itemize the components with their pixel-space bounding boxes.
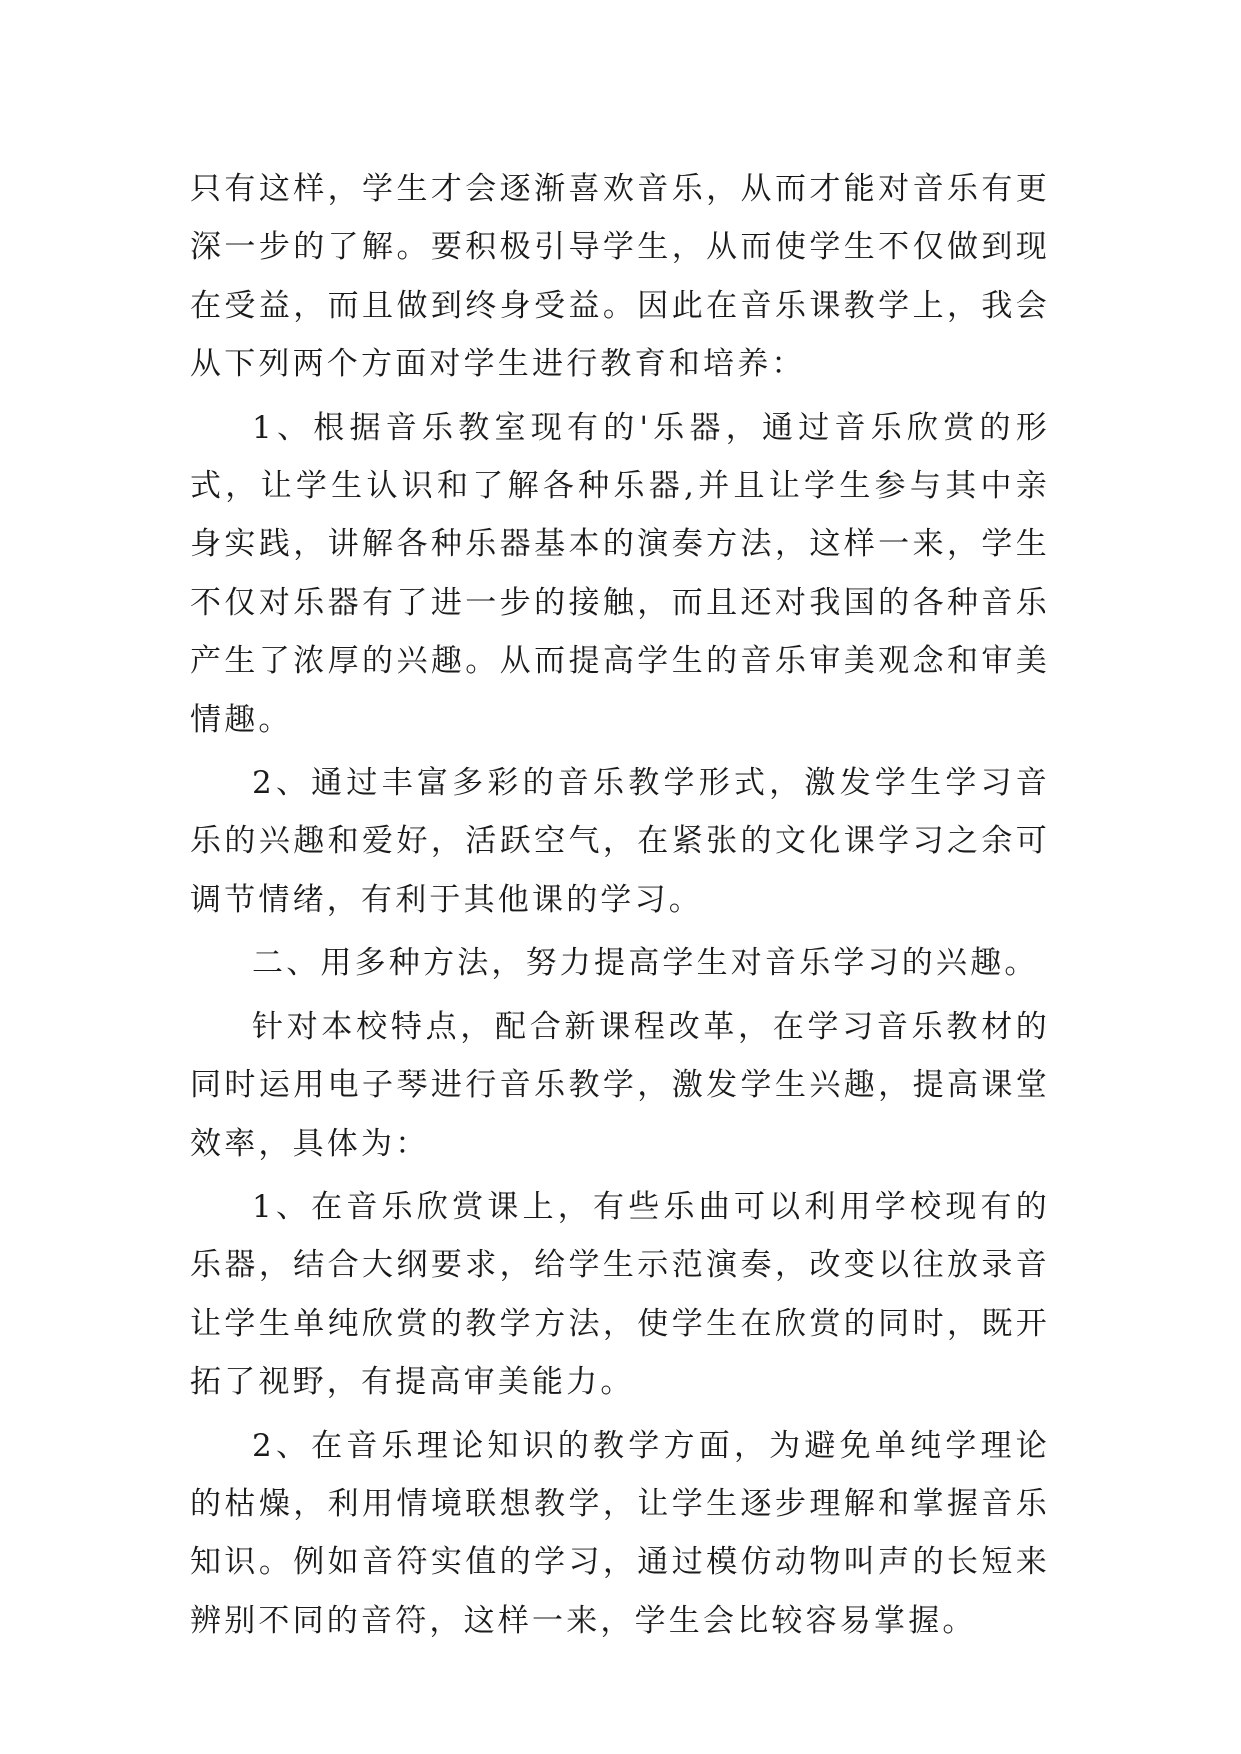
paragraph-item-1-instruments: 1、根据音乐教室现有的'乐器，通过音乐欣赏的形式，让学生认识和了解各种乐器,并且让学生参与其中亲身实践，讲解各种乐器基本的演奏方法，这样一来，学生不仅对乐器有了进一步的接触，而且还对我国的各种音乐产生了浓厚的兴趣。从而提高学生的音乐审美观念和审美情趣。 bbox=[190, 409, 1050, 738]
paragraph-item-1-appreciation: 1、在音乐欣赏课上，有些乐曲可以利用学校现有的乐器，结合大纲要求，给学生示范演奏，改变以往放录音让学生单纯欣赏的教学方法，使学生在欣赏的同时，既开拓了视野，有提高审美能力。 bbox=[190, 1188, 1050, 1401]
document-body bbox=[190, 160, 1050, 1650]
paragraph-item-2-teaching-forms: 2、通过丰富多彩的音乐教学形式，激发学生学习音乐的兴趣和爱好，活跃空气，在紧张的文化课学习之余可调节情绪，有利于其他课的学习。 bbox=[190, 765, 1050, 918]
paragraph-item-2-theory: 2、在音乐理论知识的教学方面，为避免单纯学理论的枯燥，利用情境联想教学，让学生逐步理解和掌握音乐知识。例如音符实值的学习，通过模仿动物叫声的长短来辨别不同的音符，这样一来，学生会比较容易掌握。 bbox=[190, 1427, 1050, 1639]
paragraph-school-features: 针对本校特点，配合新课程改革，在学习音乐教材的同时运用电子琴进行音乐教学，激发学生兴趣，提高课堂效率，具体为： bbox=[190, 1008, 1050, 1162]
paragraph-continuation: 只有这样，学生才会逐渐喜欢音乐，从而才能对音乐有更深一步的了解。要积极引导学生，从而使学生不仅做到现在受益，而且做到终身受益。因此在音乐课教学上，我会从下列两个方面对学生进行教育和培养： bbox=[190, 171, 1050, 383]
section-heading-methods: 二、用多种方法，努力提高学生对音乐学习的兴趣。 bbox=[252, 945, 1039, 982]
